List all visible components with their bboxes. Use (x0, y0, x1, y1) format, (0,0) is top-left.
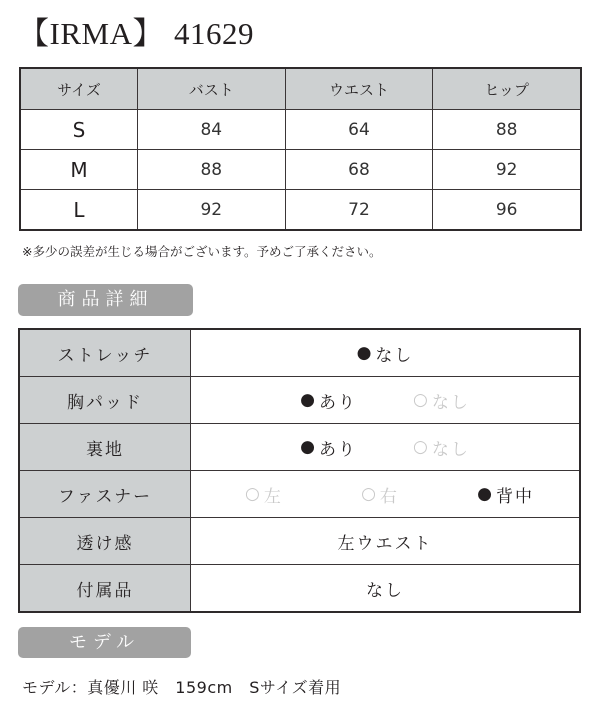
option-unselected (245, 482, 283, 507)
detail-row-fastener (19, 471, 580, 518)
option-text: 背中 (496, 486, 534, 507)
size-cell: S (20, 110, 137, 150)
option-unselected (413, 388, 470, 413)
detail-label: 付属品 (19, 565, 191, 613)
filled-circle-icon: ● (300, 437, 317, 457)
empty-circle-icon: ○ (413, 390, 430, 410)
detail-label: 透け感 (19, 518, 191, 565)
waist-cell: 68 (285, 150, 433, 190)
waist-cell: 64 (285, 110, 433, 150)
option-selected (300, 388, 357, 413)
column-header-hip: ヒップ (433, 68, 581, 110)
waist-cell: 72 (285, 190, 433, 231)
detail-row-lining (19, 424, 580, 471)
hip-cell: 96 (433, 190, 581, 231)
size-table-header (20, 68, 581, 110)
product-code: 41629 (173, 16, 254, 51)
detail-value: なし (191, 565, 581, 613)
detail-row-sheerness (19, 518, 580, 565)
option-unselected (413, 435, 470, 460)
detail-row-accessories (19, 565, 580, 613)
option-text: 右 (379, 486, 399, 507)
option-text: 左 (263, 486, 283, 507)
measurement-note: ※多少の誤差が生じる場合がございます。予めご了承ください。 (22, 244, 382, 259)
option-text: なし (375, 345, 414, 366)
table-row (20, 150, 581, 190)
filled-circle-icon: ● (356, 343, 374, 363)
empty-circle-icon: ○ (361, 484, 378, 504)
empty-circle-icon: ○ (245, 484, 262, 504)
detail-label: 胸パッド (19, 377, 191, 424)
filled-circle-icon: ● (477, 484, 494, 504)
brand-name: 【IRMA】 (18, 16, 164, 51)
details-table (18, 328, 581, 613)
size-cell: L (20, 190, 137, 231)
option-selected (300, 435, 357, 460)
filled-circle-icon: ● (300, 390, 317, 410)
bust-cell: 92 (137, 190, 285, 231)
bust-cell: 88 (137, 150, 285, 190)
table-row (20, 190, 581, 231)
detail-label: ストレッチ (19, 329, 191, 377)
detail-label: 裏地 (19, 424, 191, 471)
size-table (19, 67, 582, 231)
detail-label: ファスナー (19, 471, 191, 518)
section-label-model: モデル (18, 627, 191, 658)
detail-row-bust-pad (19, 377, 580, 424)
option-text: あり (319, 439, 357, 460)
detail-row-stretch (19, 329, 580, 377)
column-header-waist: ウエスト (285, 68, 433, 110)
option-selected (357, 341, 414, 366)
option-selected (477, 482, 534, 507)
option-text: あり (319, 392, 357, 413)
column-header-size: サイズ (20, 68, 137, 110)
empty-circle-icon: ○ (413, 437, 430, 457)
option-text: なし (431, 392, 470, 413)
product-title (18, 14, 254, 54)
column-header-bust: バスト (137, 68, 285, 110)
model-info: モデル：真優川 咲 159cm Sサイズ着用 (22, 678, 342, 697)
option-unselected (361, 482, 399, 507)
section-label-details: 商品詳細 (18, 284, 193, 316)
table-row (20, 110, 581, 150)
bust-cell: 84 (137, 110, 285, 150)
option-text: なし (431, 439, 470, 460)
hip-cell: 88 (433, 110, 581, 150)
hip-cell: 92 (433, 150, 581, 190)
size-cell: M (20, 150, 137, 190)
detail-value: 左ウエスト (191, 518, 581, 565)
